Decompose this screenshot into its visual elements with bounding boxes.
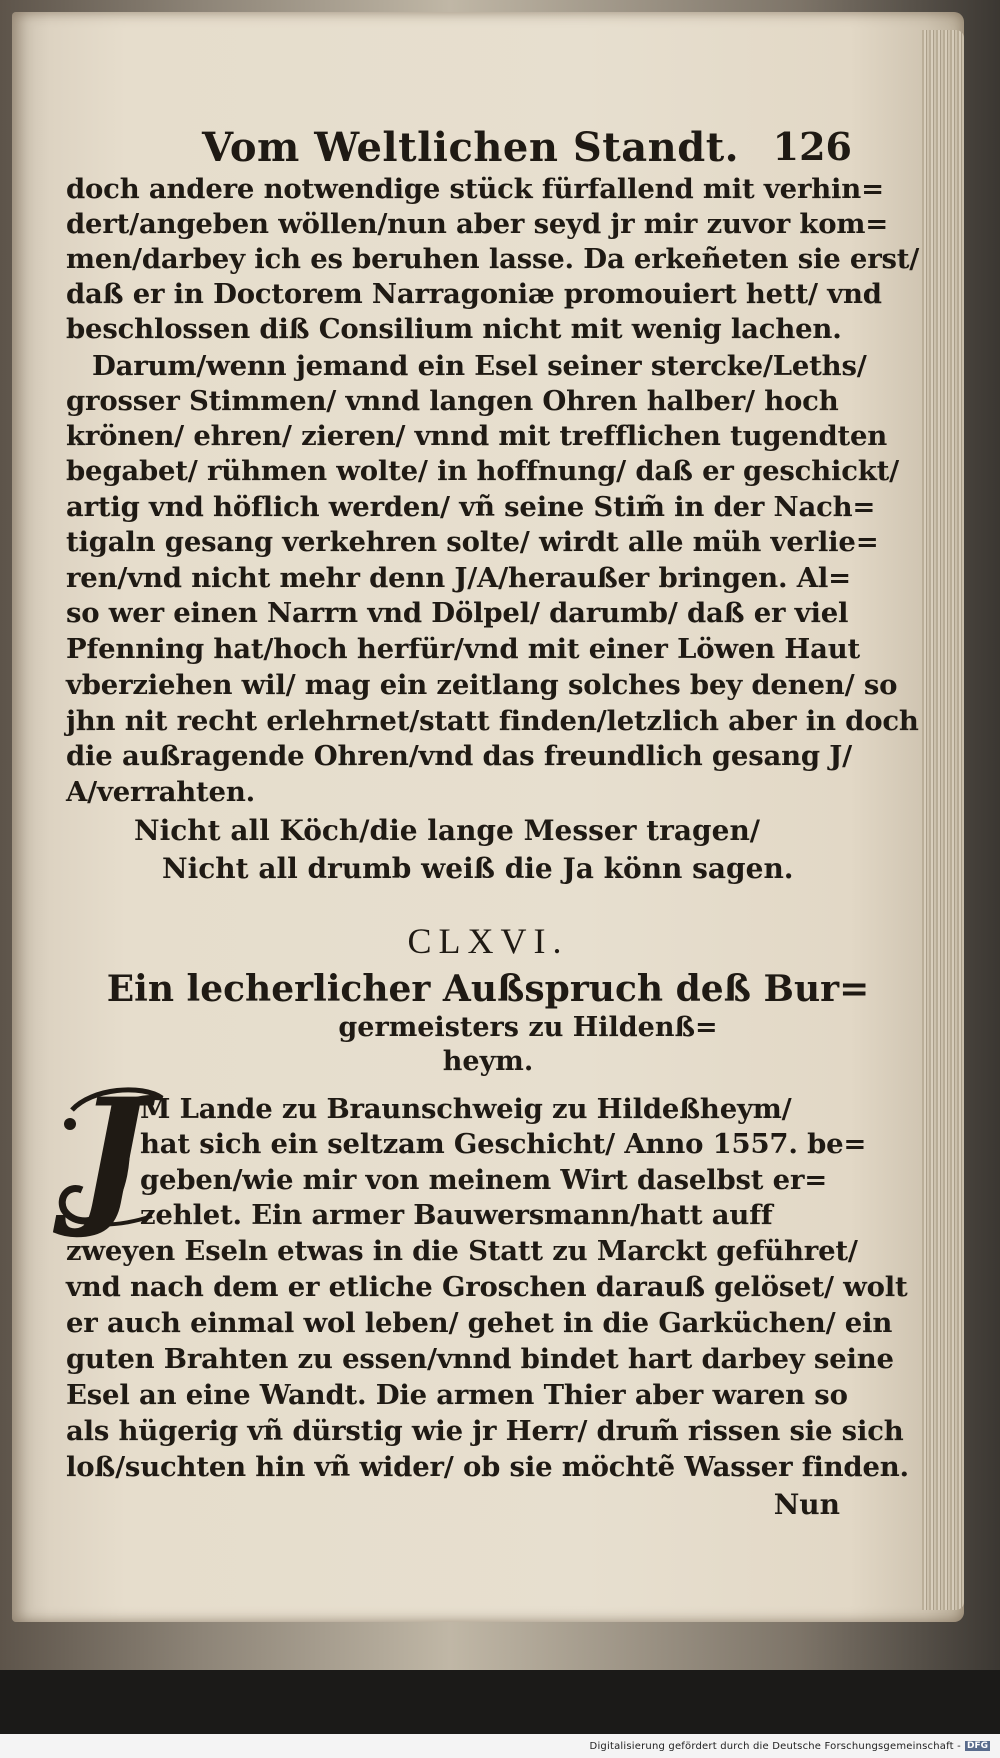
running-title: Vom Weltlichen Standt.	[202, 124, 740, 171]
text-line: vberziehen wil/ mag ein zeitlang solches bey denen/ so	[66, 669, 898, 701]
text-line: daß er in Doctorem Narragoniæ promouiert hett/ vnd	[66, 278, 882, 310]
text-line: die außragende Ohren/vnd das freundlich gesang J/	[66, 740, 852, 772]
credit-bar	[0, 1734, 1000, 1758]
text-line: zweyen Eseln etwas in die Statt zu Marckt geführet/	[66, 1235, 858, 1267]
text-line: M Lande zu Braunschweig zu Hildeßheym/	[140, 1093, 792, 1125]
text-line: krönen/ ehren/ zieren/ vnnd mit trefflichen tugendten	[66, 420, 888, 452]
page-edges	[922, 30, 964, 1610]
text-line: A/verrahten.	[66, 776, 256, 808]
text-line: Darum/wenn jemand ein Esel seiner stercke/Leths/	[92, 350, 867, 382]
text-line: doch andere notwendige stück fürfallend mit verhin=	[66, 173, 884, 205]
verse-line: Nicht all drumb weiß die Ja könn sagen.	[162, 852, 794, 885]
text-line: so wer einen Narrn vnd Dölpel/ darumb/ daß er viel	[66, 597, 849, 629]
chapter-title: germeisters zu Hildenß=	[338, 1012, 718, 1043]
scan-background	[0, 1670, 1000, 1734]
text-line: Pfenning hat/hoch herfür/vnd mit einer Löwen Haut	[66, 633, 860, 665]
text-line: hat sich ein seltzam Geschicht/ Anno 1557. be=	[140, 1128, 867, 1160]
text-line: vnd nach dem er etliche Groschen darauß gelöset/ wolt	[66, 1271, 908, 1303]
text-line: jhn nit recht erlehrnet/statt finden/letzlich aber in doch	[66, 705, 919, 737]
verse-line: Nicht all Köch/die lange Messer tragen/	[134, 814, 761, 847]
text-line: guten Brahten zu essen/vnnd bindet hart darbey seine	[66, 1343, 894, 1375]
catchword: Nun	[773, 1488, 840, 1521]
chapter-title: Ein lecherlicher Außspruch deß Bur=	[106, 968, 870, 1010]
text-line: dert/angeben wöllen/nun aber seyd jr mir zuvor kom=	[66, 208, 889, 240]
text-line: geben/wie mir von meinem Wirt daselbst er=	[140, 1164, 828, 1196]
dfg-logo: DFG	[966, 1741, 988, 1751]
page-number: 126	[772, 124, 852, 169]
text-line: er auch einmal wol leben/ gehet in die Garküchen/ ein	[66, 1307, 893, 1339]
text-line: loß/suchten hin vñ wider/ ob sie möchtẽ Wasser finden.	[66, 1451, 909, 1483]
book-page	[12, 12, 964, 1622]
text-line: zehlet. Ein armer Bauwersmann/hatt auff	[140, 1199, 773, 1231]
text-line: tigaln gesang verkehren solte/ wirdt alle müh verlie=	[66, 526, 879, 558]
chapter-title: heym.	[442, 1046, 534, 1077]
chapter-number: CLXVI.	[407, 921, 569, 961]
text-line: begabet/ rühmen wolte/ in hoffnung/ daß er geschickt/	[66, 455, 899, 487]
drop-cap: J	[76, 1066, 148, 1242]
text-line: artig vnd höflich werden/ vñ seine Stim̃ in der Nach=	[66, 491, 876, 523]
credit-text: Digitalisierung gefördert durch die Deutsche Forschungsgemeinschaft -	[589, 1740, 961, 1752]
text-line: men/darbey ich es beruhen lasse. Da erkeñeten sie erst/	[66, 243, 920, 275]
text-line: ren/vnd nicht mehr denn J/A/heraußer bringen. Al=	[66, 562, 851, 594]
text-line: Esel an eine Wandt. Die armen Thier aber waren so	[66, 1379, 848, 1411]
text-line: als hügerig vñ dürstig wie jr Herr/ drum̃ rissen sie sich	[66, 1415, 904, 1447]
text-line: grosser Stimmen/ vnnd langen Ohren halber/ hoch	[66, 385, 839, 417]
text-line: beschlossen diß Consilium nicht mit wenig lachen.	[66, 313, 842, 345]
